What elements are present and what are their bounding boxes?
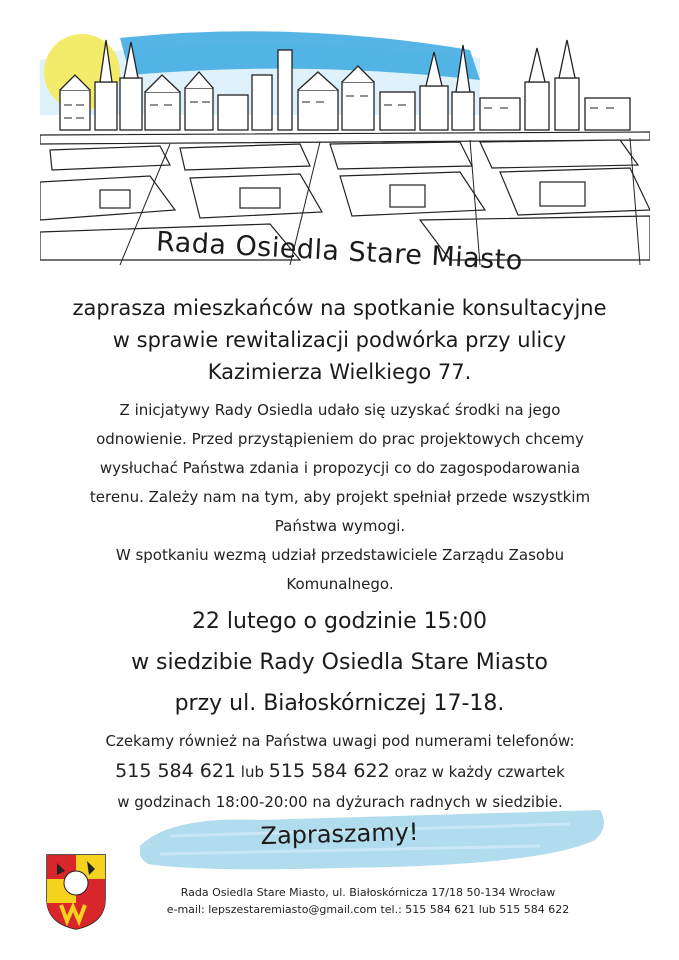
- phone-number-2: 515 584 622: [268, 760, 390, 782]
- contact-phones-line: [20, 756, 660, 787]
- phone-number-1: 515 584 621: [115, 760, 237, 782]
- organization-title: Rada Osiedla Stare Miasto: [155, 226, 524, 277]
- event-date-time: 22 lutego o godzinie 15:00: [191, 609, 488, 634]
- description-paragraph: [40, 396, 640, 599]
- description-line: Państwa wymogi.: [274, 517, 406, 535]
- footer-contact: e-mail: lepszestaremiasto@gmail.com tel.: 515 584 621 lub 515 584 622: [166, 903, 570, 916]
- contact-info: [20, 726, 660, 817]
- phone-separator: lub: [240, 763, 264, 781]
- description-line: terenu. Zależy nam na tym, aby projekt spełniał przede wszystkim: [89, 488, 591, 506]
- invitation-text: [0, 292, 679, 388]
- invitation-line-1: zaprasza mieszkańców na spotkanie konsultacyjne: [72, 296, 607, 320]
- description-line: odnowienie. Przed przystąpieniem do prac projektowych chcemy: [96, 430, 584, 448]
- event-place: w siedzibie Rady Osiedla Stare Miasto: [131, 650, 548, 675]
- call-to-action: Zapraszamy!: [260, 817, 419, 851]
- wroclaw-crest-icon: [45, 853, 107, 931]
- description-line: wysłuchać Państwa zdania i propozycji co do zagospodarowania: [99, 459, 581, 477]
- contact-hours: w godzinach 18:00-20:00 na dyżurach radnych w siedzibie.: [117, 793, 563, 811]
- invitation-line-3: Kazimierza Wielkiego 77.: [207, 360, 472, 384]
- footer: [118, 884, 618, 918]
- footer-address: Rada Osiedla Stare Miasto, ul. Białoskórnicza 17/18 50-134 Wrocław: [180, 886, 556, 899]
- contact-intro: Czekamy również na Państwa uwagi pod numerami telefonów:: [105, 732, 575, 750]
- invitation-line-2: w sprawie rewitalizacji podwórka przy ulicy: [112, 328, 567, 352]
- event-details: [0, 601, 679, 724]
- event-address: przy ul. Białoskórniczej 17-18.: [174, 691, 505, 716]
- contact-thursday: oraz w każdy czwartek: [394, 763, 565, 781]
- description-line: W spotkaniu wezmą udział przedstawiciele Zarządu Zasobu: [115, 546, 565, 564]
- description-line: Z inicjatywy Rady Osiedla udało się uzyskać środki na jego: [119, 401, 561, 419]
- description-line: Komunalnego.: [286, 575, 394, 593]
